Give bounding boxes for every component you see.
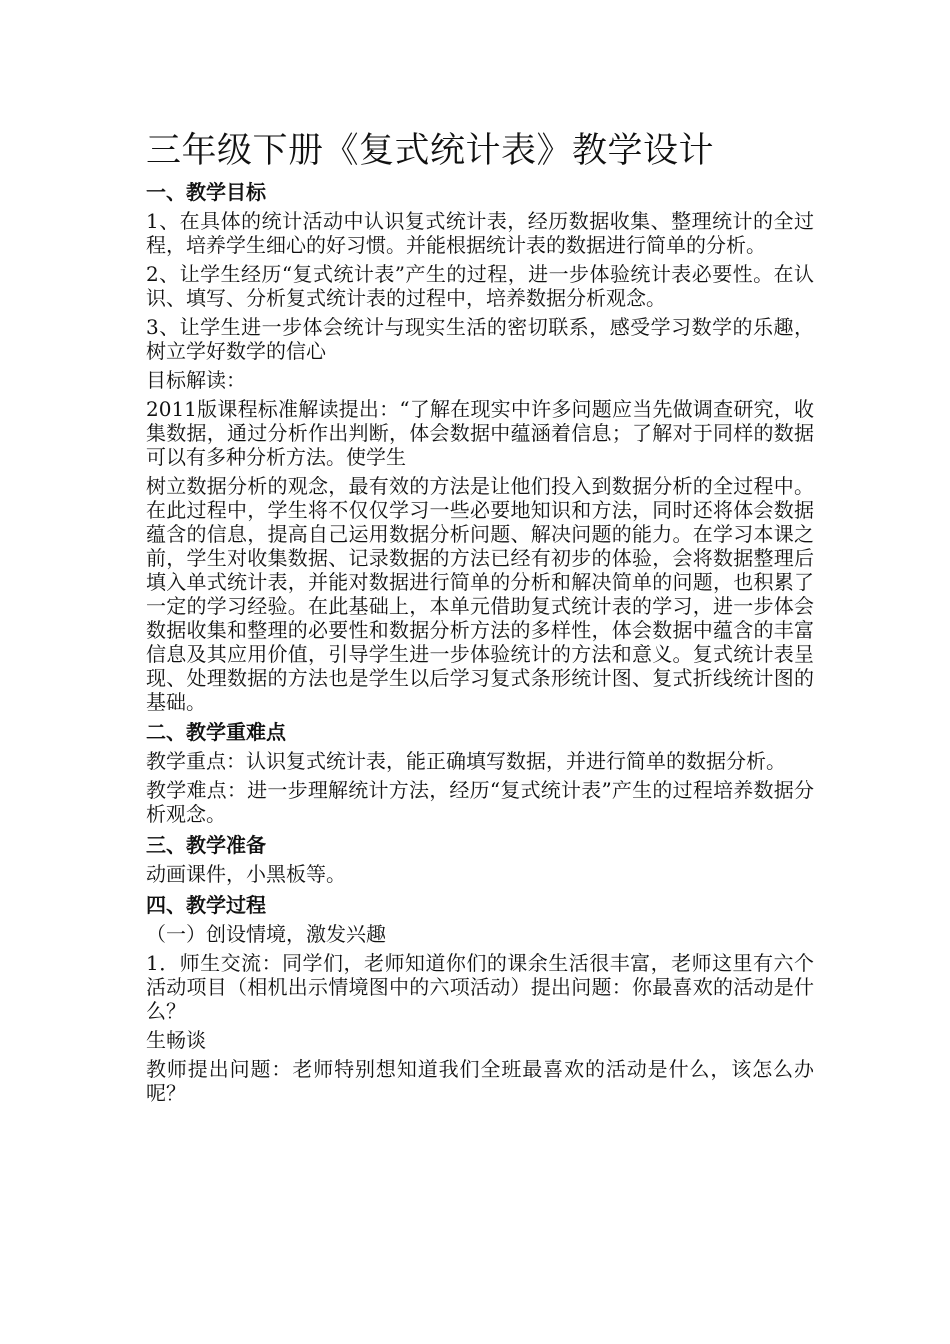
interpretation-paragraph-1: 2011版课程标准解读提出：“了解在现实中许多问题应当先做调查研究，收集数据，通过分析作出判断，体会数据中蕴涵着信息；了解对于同样的数据可以有多种分析方法。使学生	[146, 397, 814, 469]
interpretation-label: 目标解读：	[146, 368, 246, 392]
section-heading-key-points: 二、教学重难点	[146, 720, 286, 744]
interpretation-paragraph-2: 树立数据分析的观念，最有效的方法是让他们投入到数据分析的全过程中。在此过程中，学生将不仅仅学习一些必要地知识和方法，同时还将体会数据蕴含的信息，提高自己运用数据分析问题、解决问题的能力。在学习本课之前，学生对收集数据、记录数据的方法已经有初步的体验，会将数据整理后填入单式统计表，并能对数据进行简单的分析和解决简单的问题，也积累了一定的学习经验。在此基础上，本单元借助复式统计表的学习，进一步体会数据收集和整理的必要性和数据分析方法的多样性，体会数据中蕴含的丰富信息及其应用价值，引导学生进一步体验统计的方法和意义。复式统计表呈现、处理数据的方法也是学生以后学习复式条形统计图、复式折线统计图的基础。	[146, 474, 814, 714]
process-subheading: （一）创设情境，激发兴趣	[146, 922, 386, 946]
teaching-difficulty: 教学难点：进一步理解统计方法，经历“复式统计表”产生的过程培养数据分析观念。	[146, 778, 814, 826]
document-title: 三年级下册《复式统计表》教学设计	[146, 131, 715, 171]
process-paragraph-3: 教师提出问题：老师特别想知道我们全班最喜欢的活动是什么，该怎么办呢？	[146, 1057, 814, 1105]
objective-item-1: 1、在具体的统计活动中认识复式统计表，经历数据收集、整理统计的全过程，培养学生细心的好习惯。并能根据统计表的数据进行简单的分析。	[146, 209, 814, 257]
section-heading-preparation: 三、教学准备	[146, 833, 266, 857]
document-page	[146, 128, 814, 1110]
process-paragraph-1: 1．师生交流：同学们，老师知道你们的课余生活很丰富，老师这里有六个活动项目（相机出示情境图中的六项活动）提出问题：你最喜欢的活动是什么？	[146, 951, 814, 1023]
objective-item-2: 2、让学生经历“复式统计表”产生的过程，进一步体验统计表必要性。在认识、填写、分析复式统计表的过程中，培养数据分析观念。	[146, 262, 814, 310]
section-heading-process: 四、教学过程	[146, 893, 266, 917]
objective-item-3: 3、让学生进一步体会统计与现实生活的密切联系，感受学习数学的乐趣，树立学好数学的信心	[146, 315, 814, 363]
preparation-text: 动画课件，小黑板等。	[146, 862, 346, 886]
teaching-focus: 教学重点：认识复式统计表，能正确填写数据，并进行简单的数据分析。	[146, 749, 786, 773]
process-paragraph-2: 生畅谈	[146, 1028, 206, 1052]
section-heading-objectives: 一、教学目标	[146, 180, 266, 204]
